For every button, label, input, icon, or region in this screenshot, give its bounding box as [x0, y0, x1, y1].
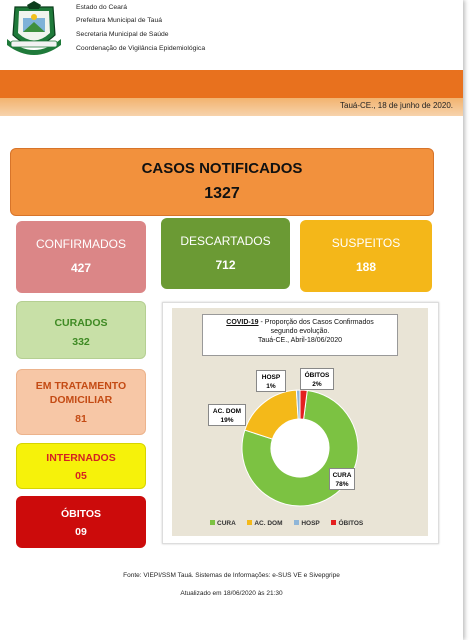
- chart-title-line3: Tauá-CE., Abril-18/06/2020: [257, 337, 343, 344]
- notified-cases-box: [10, 148, 434, 216]
- chart-legend: [210, 520, 410, 532]
- legend-swatch-acdom: [247, 520, 252, 525]
- legend-swatch-obitos: [331, 520, 336, 525]
- chart-title-rest: - Proporção dos Casos Confirmados: [258, 319, 374, 326]
- home-treatment-label-line2: DOMICILIAR: [49, 394, 113, 406]
- bulletin-date: Tauá-CE., 18 de junho de 2020.: [340, 101, 453, 110]
- discarded-value: 712: [215, 258, 236, 272]
- callout-hosp-label: HOSP: [261, 374, 281, 381]
- callout-obitos-label: ÓBITOS: [304, 372, 330, 379]
- callout-hosp: [256, 370, 286, 392]
- header-line-secretariat: Secretaria Municipal de Saúde: [76, 31, 169, 38]
- header-line-city: Prefeitura Municipal de Tauá: [76, 17, 163, 24]
- home-treatment-value: 81: [75, 413, 87, 425]
- discarded-box: [161, 218, 290, 289]
- legend-label-cura: CURA: [217, 520, 236, 527]
- callout-cura-value: 78%: [335, 481, 349, 488]
- callout-cura-label: CURA: [332, 472, 352, 479]
- callout-acdom: [208, 404, 246, 426]
- cured-value: 332: [72, 336, 90, 348]
- deaths-value: 09: [75, 526, 87, 538]
- legend-label-hosp: HOSP: [301, 520, 320, 527]
- deaths-box: [16, 496, 146, 548]
- suspected-box: [300, 220, 432, 292]
- home-treatment-box: [16, 369, 146, 435]
- suspected-value: 188: [355, 260, 377, 274]
- cured-box: [16, 301, 146, 359]
- legend-label-acdom: AC. DOM: [254, 520, 283, 527]
- notified-cases-value: 1327: [204, 185, 240, 202]
- footer-source: Fonte: VIEPI/SSM Tauá. Sistemas de Informações: e-SUS VE e Sivepgripe: [123, 572, 340, 579]
- callout-acdom-value: 19%: [220, 417, 234, 424]
- confirmed-value: 427: [70, 261, 92, 275]
- title-banner: [0, 70, 463, 98]
- hospitalized-label: INTERNADOS: [46, 452, 116, 464]
- confirmed-label: CONFIRMADOS: [36, 237, 126, 251]
- callout-obitos-value: 2%: [312, 381, 322, 388]
- hospitalized-box: [16, 443, 146, 489]
- callout-acdom-label: AC. DOM: [212, 408, 242, 415]
- legend-swatch-cura: [210, 520, 215, 525]
- callout-hosp-value: 1%: [266, 383, 276, 390]
- bulletin-title: Boletim Epidemiológico – COVID-19: [264, 8, 453, 20]
- deaths-label: ÓBITOS: [60, 508, 102, 520]
- legend-label-obitos: ÓBITOS: [338, 520, 364, 527]
- notified-cases-label: CASOS NOTIFICADOS: [141, 160, 303, 177]
- chart-title-prefix: COVID-19: [226, 319, 259, 326]
- suspected-label: SUSPEITOS: [331, 236, 401, 250]
- footer-updated: Atualizado em 18/06/2020 às 21:30: [180, 590, 283, 597]
- confirmed-box: [16, 221, 146, 293]
- discarded-label: DESCARTADOS: [180, 234, 271, 248]
- header-line-coordination: Coordenação de Vigilância Epidemiológica: [76, 45, 206, 52]
- donut-hole: [271, 419, 329, 477]
- hospitalized-value: 05: [75, 470, 87, 482]
- chart-title-line2: segundo evolução.: [270, 328, 330, 335]
- home-treatment-label-line1: EM TRATAMENTO: [35, 380, 127, 392]
- header-line-state: Estado do Ceará: [76, 4, 128, 11]
- callout-obitos: [300, 368, 334, 390]
- callout-cura: [329, 468, 355, 490]
- municipal-seal-icon: [3, 1, 65, 57]
- legend-swatch-hosp: [294, 520, 299, 525]
- chart-area: [172, 308, 428, 536]
- cured-label: CURADOS: [54, 317, 108, 329]
